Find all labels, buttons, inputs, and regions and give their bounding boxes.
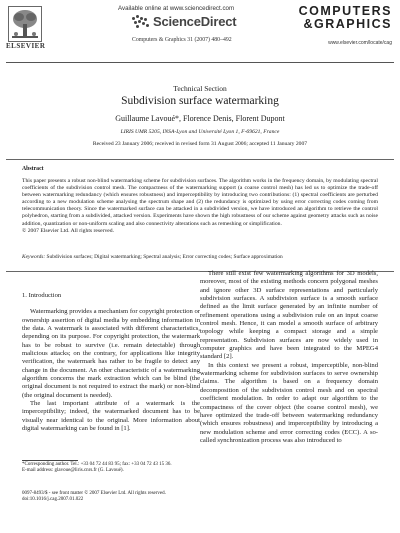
sciencedirect-dots-icon [132,15,150,29]
intro-paragraph-4: In this context we present a robust, imperceptible, non-blind watermarking scheme for subdivision surfaces to serve ownership claims. The algorithm is based on a frequency domain decomposition of the subdivision control mesh and on spectral coefficient modulation. In order to adapt our algorithm to the compactness of the cover object (the coarse control mesh), we have optimized the trade-off between watermarking redundancy (which ensures robustness) and imperceptibility by introducing a new modulation scheme and error correcting codes (ECC). A so-called synchronization process was also introduced to [200,361,378,444]
received-dates: Received 23 January 2006; received in revised form 31 August 2006; accepted 11 January 2007 [92,141,308,147]
article-authors: Guillaume Lavoué*, Florence Denis, Florent Dupont [115,114,285,123]
journal-citation: Computers & Graphics 31 (2007) 480–492 [132,37,232,43]
sciencedirect-wordmark: ScienceDirect [153,14,237,29]
header-divider [6,62,394,63]
article-title: Subdivision surface watermarking [121,95,279,107]
section-label: Technical Section [173,84,227,93]
author-affiliation: LIRIS UMR 5205, INSA-Lyon and Université Lyon 1, F-69621, France [120,129,280,135]
section-heading-introduction: 1. Introduction [22,292,62,299]
abstract-copyright: © 2007 Elsevier Ltd. All rights reserved. [22,227,115,234]
intro-paragraph-3: There still exist few watermarking algorithms for 3D models, moreover, most of the existing methods concern polygonal meshes and ignore other 3D surface representations and particularly subdivision surfaces. A subdivision surface is a smooth surface defined as the limit surface generated by an infinite number of refinement operations using a subdivision rule on an input coarse control mesh. Hence, it can model a smooth surface of arbitrary topology while keeping a compact storage and a simple representation. Subdivision surfaces are now widely used in computer graphics and have been integrated to the MPEG4 standard [2]. [200,270,378,361]
abstract-top-divider [6,159,394,160]
keywords-label: Keywords: [22,254,46,260]
availability-line: Available online at www.sciencedirect.com [118,5,235,12]
keywords-list: Subdivision surfaces; Digital watermarking; Spectral analysis; Error correcting codes; Surface approximation [46,254,283,260]
abstract-heading: Abstract [22,166,44,172]
footnote-divider [22,460,78,461]
publisher-name: ELSEVIER [6,42,46,50]
left-column [22,292,200,434]
issn-line: 0097-8493/$ - see front matter © 2007 Elsevier Ltd. All rights reserved. [22,491,166,496]
doi-line: doi:10.1016/j.cag.2007.01.022 [22,497,84,503]
intro-paragraph-1: Watermarking provides a mechanism for copyright protection or ownership assertion of digital media by embedding information in the data. A watermark is associated with different characteristics, depending on its purpose. For copyright protection, the watermark has to be robust to survive (i.e. remain detectable) through malicious attacks; on the contrary, for applications like integrity verification, the watermark has rather to be fragile to detect any change in the document. An other characteristic of a watermarking algorithm concerns the mark extraction which can be blind (the original document is not required to extract the mark) or non-blind (the original document is needed). [22,308,200,399]
intro-paragraph-2: The last important attribute of a watermark is the imperceptibility; indeed, the watermarked document has to be visually near identical to the original. More information about digital watermarking can be found in [1]. [22,400,200,433]
journal-header [0,0,400,78]
journal-url: www.elsevier.com/locate/cag [328,40,392,46]
keywords-line [22,254,378,260]
elsevier-tree-logo-icon [8,6,42,42]
corresponding-author-footnote: *Corresponding author. Tel.: +33 04 72 44 83 95; fax: +33 04 72 43 15 36. E-mail address: glavoue@liris.cnrs.fr (G. Lavoué). [22,462,200,475]
front-matter-footer [22,491,222,504]
journal-title: COMPUTERS &GRAPHICS [298,4,392,31]
abstract-text: This paper presents a robust non-blind watermarking scheme for subdivision surfaces. The algorithm works in the frequency domain, by modulating spectral coefficients of the subdivision control mesh. The compactness of the watermarking support (a coarse control mesh) has led us to optimize the trade-off between watermarking redundancy (which ensures robustness) and imperceptibility by introducing two contributions: (1) spectral coefficients are perturbed according to a new modulation scheme analysing the spectrum shape and (2) the redundancy is optimized by using error correcting codes coming from telecommunication theory. Since the watermarked surface can be attacked in a subdivided version, we have introduced an algorithm to retrieve the control polyhedron, starting from a subdivided, attacked version. Experiments have shown the high robustness of our scheme against geometry attacks such as noise addition, quantization or non-uniform scaling and also connectivity alterations such as remeshing or simplification. © 2007 Elsevier Ltd. All rights reserved. [22,178,378,234]
sciencedirect-logo [132,14,236,29]
author-email: E-mail address: glavoue@liris.cnrs.fr (G. Lavoué). [22,468,124,474]
right-column [200,270,378,445]
